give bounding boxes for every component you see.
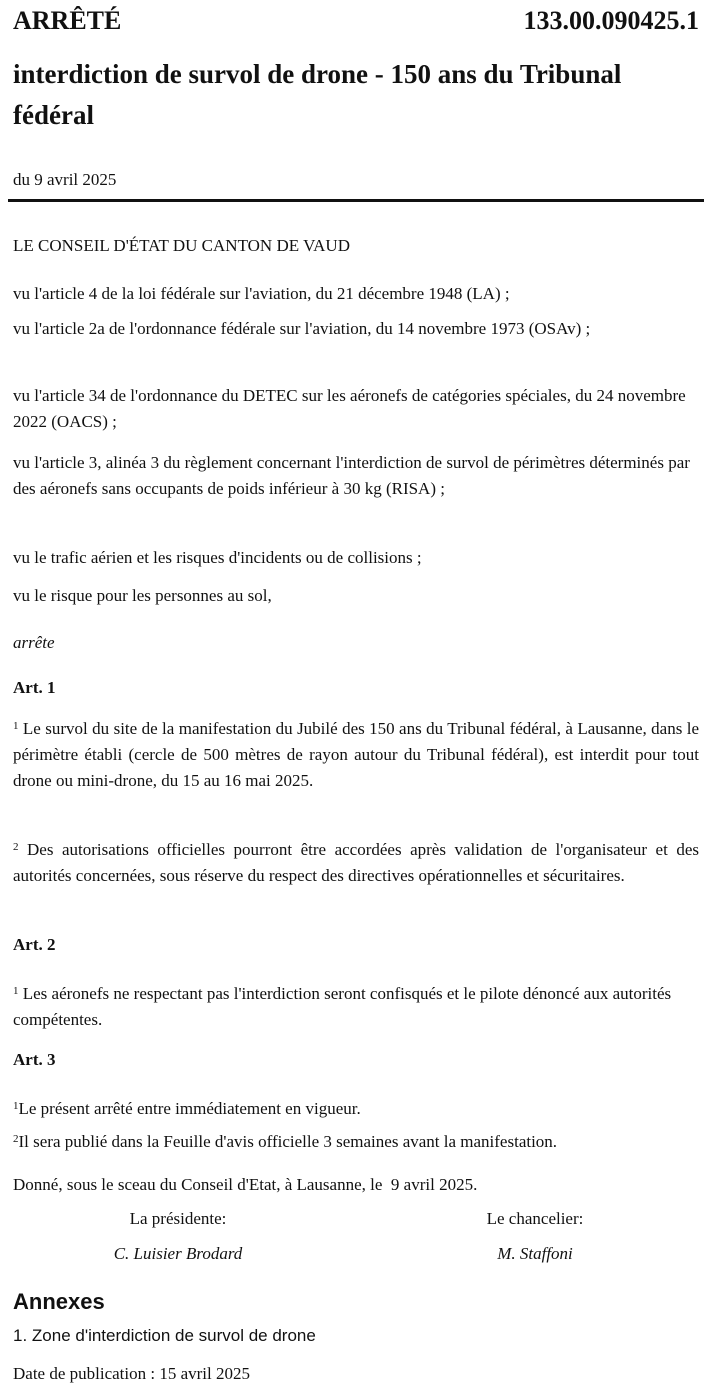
article-paragraph xyxy=(13,837,699,889)
header-divider xyxy=(8,199,704,202)
annexes-heading: Annexes xyxy=(13,1289,105,1314)
paragraph-number: 1 xyxy=(13,1100,19,1112)
document-type: ARRÊTÉ xyxy=(13,6,122,35)
consideration: vu l'article 2a de l'ordonnance fédérale sur l'aviation, du 14 novembre 1973 (OSAv) ; xyxy=(13,319,591,338)
consideration: vu l'article 34 de l'ordonnance du DETEC sur les aéronefs de catégories spéciales, du 24 novembre 2022 (OACS) ; xyxy=(13,386,686,431)
article-paragraph xyxy=(13,1129,699,1155)
signatory-name-right: M. Staffoni xyxy=(497,1244,573,1263)
article-paragraph xyxy=(13,1096,699,1122)
signatory-role-left: La présidente: xyxy=(129,1209,227,1228)
consideration: vu le risque pour les personnes au sol, xyxy=(13,586,272,605)
paragraph-text: Des autorisations officielles pourront être accordées après validation de l'organisateur et des autorités concernées, sous réserve du respect des directives opérationnelles et sécuritaires. xyxy=(13,840,699,885)
signatory-name-left: C. Luisier Brodard xyxy=(113,1244,243,1263)
paragraph-text: Le survol du site de la manifestation du Jubilé des 150 ans du Tribunal fédéral, à Lausanne, dans le périmètre établi (cercle de 500 mètres de rayon autour du Tribunal fédéral), est interdit pour tout drone ou mini-drone, du 15 au 16 mai 2025. xyxy=(13,719,699,790)
article-heading: Art. 2 xyxy=(13,935,56,954)
article-paragraph xyxy=(13,981,699,1033)
paragraph-number: 2 xyxy=(13,841,19,853)
decree-word: arrête xyxy=(13,633,55,652)
consideration: vu l'article 4 de la loi fédérale sur l'aviation, du 21 décembre 1948 (LA) ; xyxy=(13,284,510,303)
paragraph-text: Les aéronefs ne respectant pas l'interdiction seront confisqués et le pilote dénoncé aux autorités compétentes. xyxy=(13,984,672,1029)
consideration: vu l'article 3, alinéa 3 du règlement concernant l'interdiction de survol de périmètres déterminés par des aéronefs sans occupants de poids inférieur à 30 kg (RISA) ; xyxy=(13,453,690,498)
annex-link[interactable]: 1. Zone d'interdiction de survol de drone xyxy=(13,1326,316,1345)
consideration: vu le trafic aérien et les risques d'incidents ou de collisions ; xyxy=(13,548,422,567)
publication-date: Date de publication : 15 avril 2025 xyxy=(13,1364,250,1383)
paragraph-text: Le présent arrêté entre immédiatement en vigueur. xyxy=(18,1099,361,1118)
document-title: interdiction de survol de drone - 150 ans du Tribunal fédéral xyxy=(13,59,622,130)
paragraph-number: 2 xyxy=(13,1133,19,1145)
paragraph-number: 1 xyxy=(13,985,19,997)
given-statement: Donné, sous le sceau du Conseil d'Etat, à Lausanne, le 9 avril 2025. xyxy=(13,1175,478,1194)
document-number: 133.00.090425.1 xyxy=(523,6,699,35)
signatory-role-right: Le chancelier: xyxy=(486,1209,584,1228)
paragraph-text: Il sera publié dans la Feuille d'avis officielle 3 semaines avant la manifestation. xyxy=(18,1132,558,1151)
article-paragraph xyxy=(13,716,699,794)
article-heading: Art. 3 xyxy=(13,1050,56,1069)
paragraph-number: 1 xyxy=(13,720,19,732)
document-date: du 9 avril 2025 xyxy=(13,170,117,189)
article-heading: Art. 1 xyxy=(13,678,56,697)
issuing-authority: LE CONSEIL D'ÉTAT DU CANTON DE VAUD xyxy=(13,236,350,255)
